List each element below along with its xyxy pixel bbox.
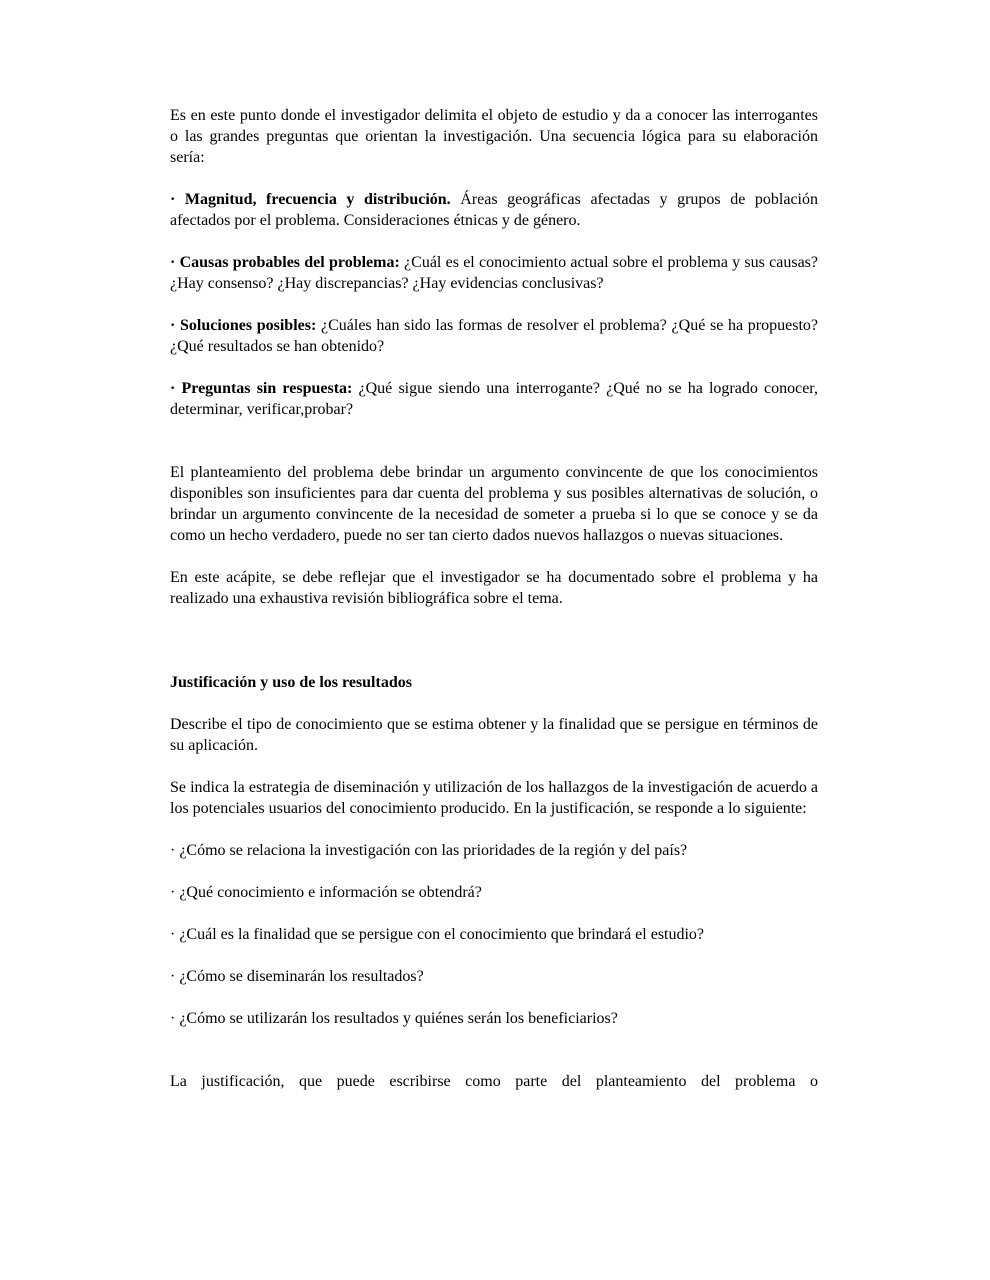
bullet-item-causas-label: · Causas probables del problema:	[170, 254, 400, 271]
question-bullet-prioridades: · ¿Cómo se relaciona la investigación con las prioridades de la región y del país?	[170, 842, 688, 859]
body-paragraph-acapite: En este acápite, se debe reflejar que el investigador se ha documentado sobre el problema y ha realizado una exhaustiva revisión bibliográfica sobre el tema.	[170, 569, 818, 607]
question-bullet-conocimiento: · ¿Qué conocimiento e información se obtendrá?	[170, 884, 482, 901]
bullet-item-preguntas-text: ¿Qué sigue siendo una interrogante? ¿Qué no se ha logrado conocer, determinar, verificar,probar?	[170, 380, 818, 418]
question-bullet-finalidad: · ¿Cuál es la finalidad que se persigue con el conocimiento que brindará el estudio?	[170, 926, 705, 943]
section-heading-justificacion: Justificación y uso de los resultados	[170, 674, 412, 691]
bullet-item-magnitud	[170, 189, 818, 231]
body-paragraph-planteamiento: El planteamiento del problema debe brindar un argumento convincente de que los conocimientos disponibles son insuficientes para dar cuenta del problema y sus posibles alternativas de solución, o brindar un argumento convincente de la necesidad de someter a prueba si lo que se conoce y se da como un hecho verdadero, puede no ser tan cierto dados nuevos hallazgos o nuevas situaciones.	[170, 464, 818, 544]
bullet-item-soluciones-text: ¿Cuáles han sido las formas de resolver el problema? ¿Qué se ha propuesto? ¿Qué resultados se han obtenido?	[170, 317, 819, 355]
bullet-item-preguntas-label: · Preguntas sin respuesta:	[170, 380, 353, 397]
question-bullet-beneficiarios: · ¿Cómo se utilizarán los resultados y quiénes serán los beneficiarios?	[170, 1010, 618, 1027]
question-bullet-diseminaran: · ¿Cómo se diseminarán los resultados?	[170, 968, 424, 985]
intro-paragraph: Es en este punto donde el investigador delimita el objeto de estudio y da a conocer las interrogantes o las grandes preguntas que orientan la investigación. Una secuencia lógica para su elaboración sería:	[170, 107, 818, 166]
bullet-item-soluciones	[170, 315, 818, 357]
justification-paragraph-estrategia: Se indica la estrategia de diseminación y utilización de los hallazgos de la investigación de acuerdo a los potenciales usuarios del conocimiento producido. En la justificación, se responde a lo siguiente:	[170, 779, 818, 817]
bullet-item-causas	[170, 252, 818, 294]
justification-paragraph-describe: Describe el tipo de conocimiento que se estima obtener y la finalidad que se persigue en términos de su aplicación.	[170, 716, 818, 754]
bullet-item-preguntas	[170, 378, 818, 420]
bullet-item-soluciones-label: · Soluciones posibles:	[170, 317, 317, 334]
bullet-item-magnitud-text: Áreas geográficas afectadas y grupos de población afectados por el problema. Consideraciones étnicas y de género.	[170, 191, 818, 229]
bullet-item-causas-text: ¿Cuál es el conocimiento actual sobre el problema y sus causas? ¿Hay consenso? ¿Hay discrepancias? ¿Hay evidencias conclusivas?	[170, 254, 818, 292]
bullet-item-magnitud-label: · Magnitud, frecuencia y distribución.	[170, 191, 451, 208]
closing-paragraph: La justificación, que puede escribirse como parte del planteamiento del problema o	[170, 1073, 818, 1090]
